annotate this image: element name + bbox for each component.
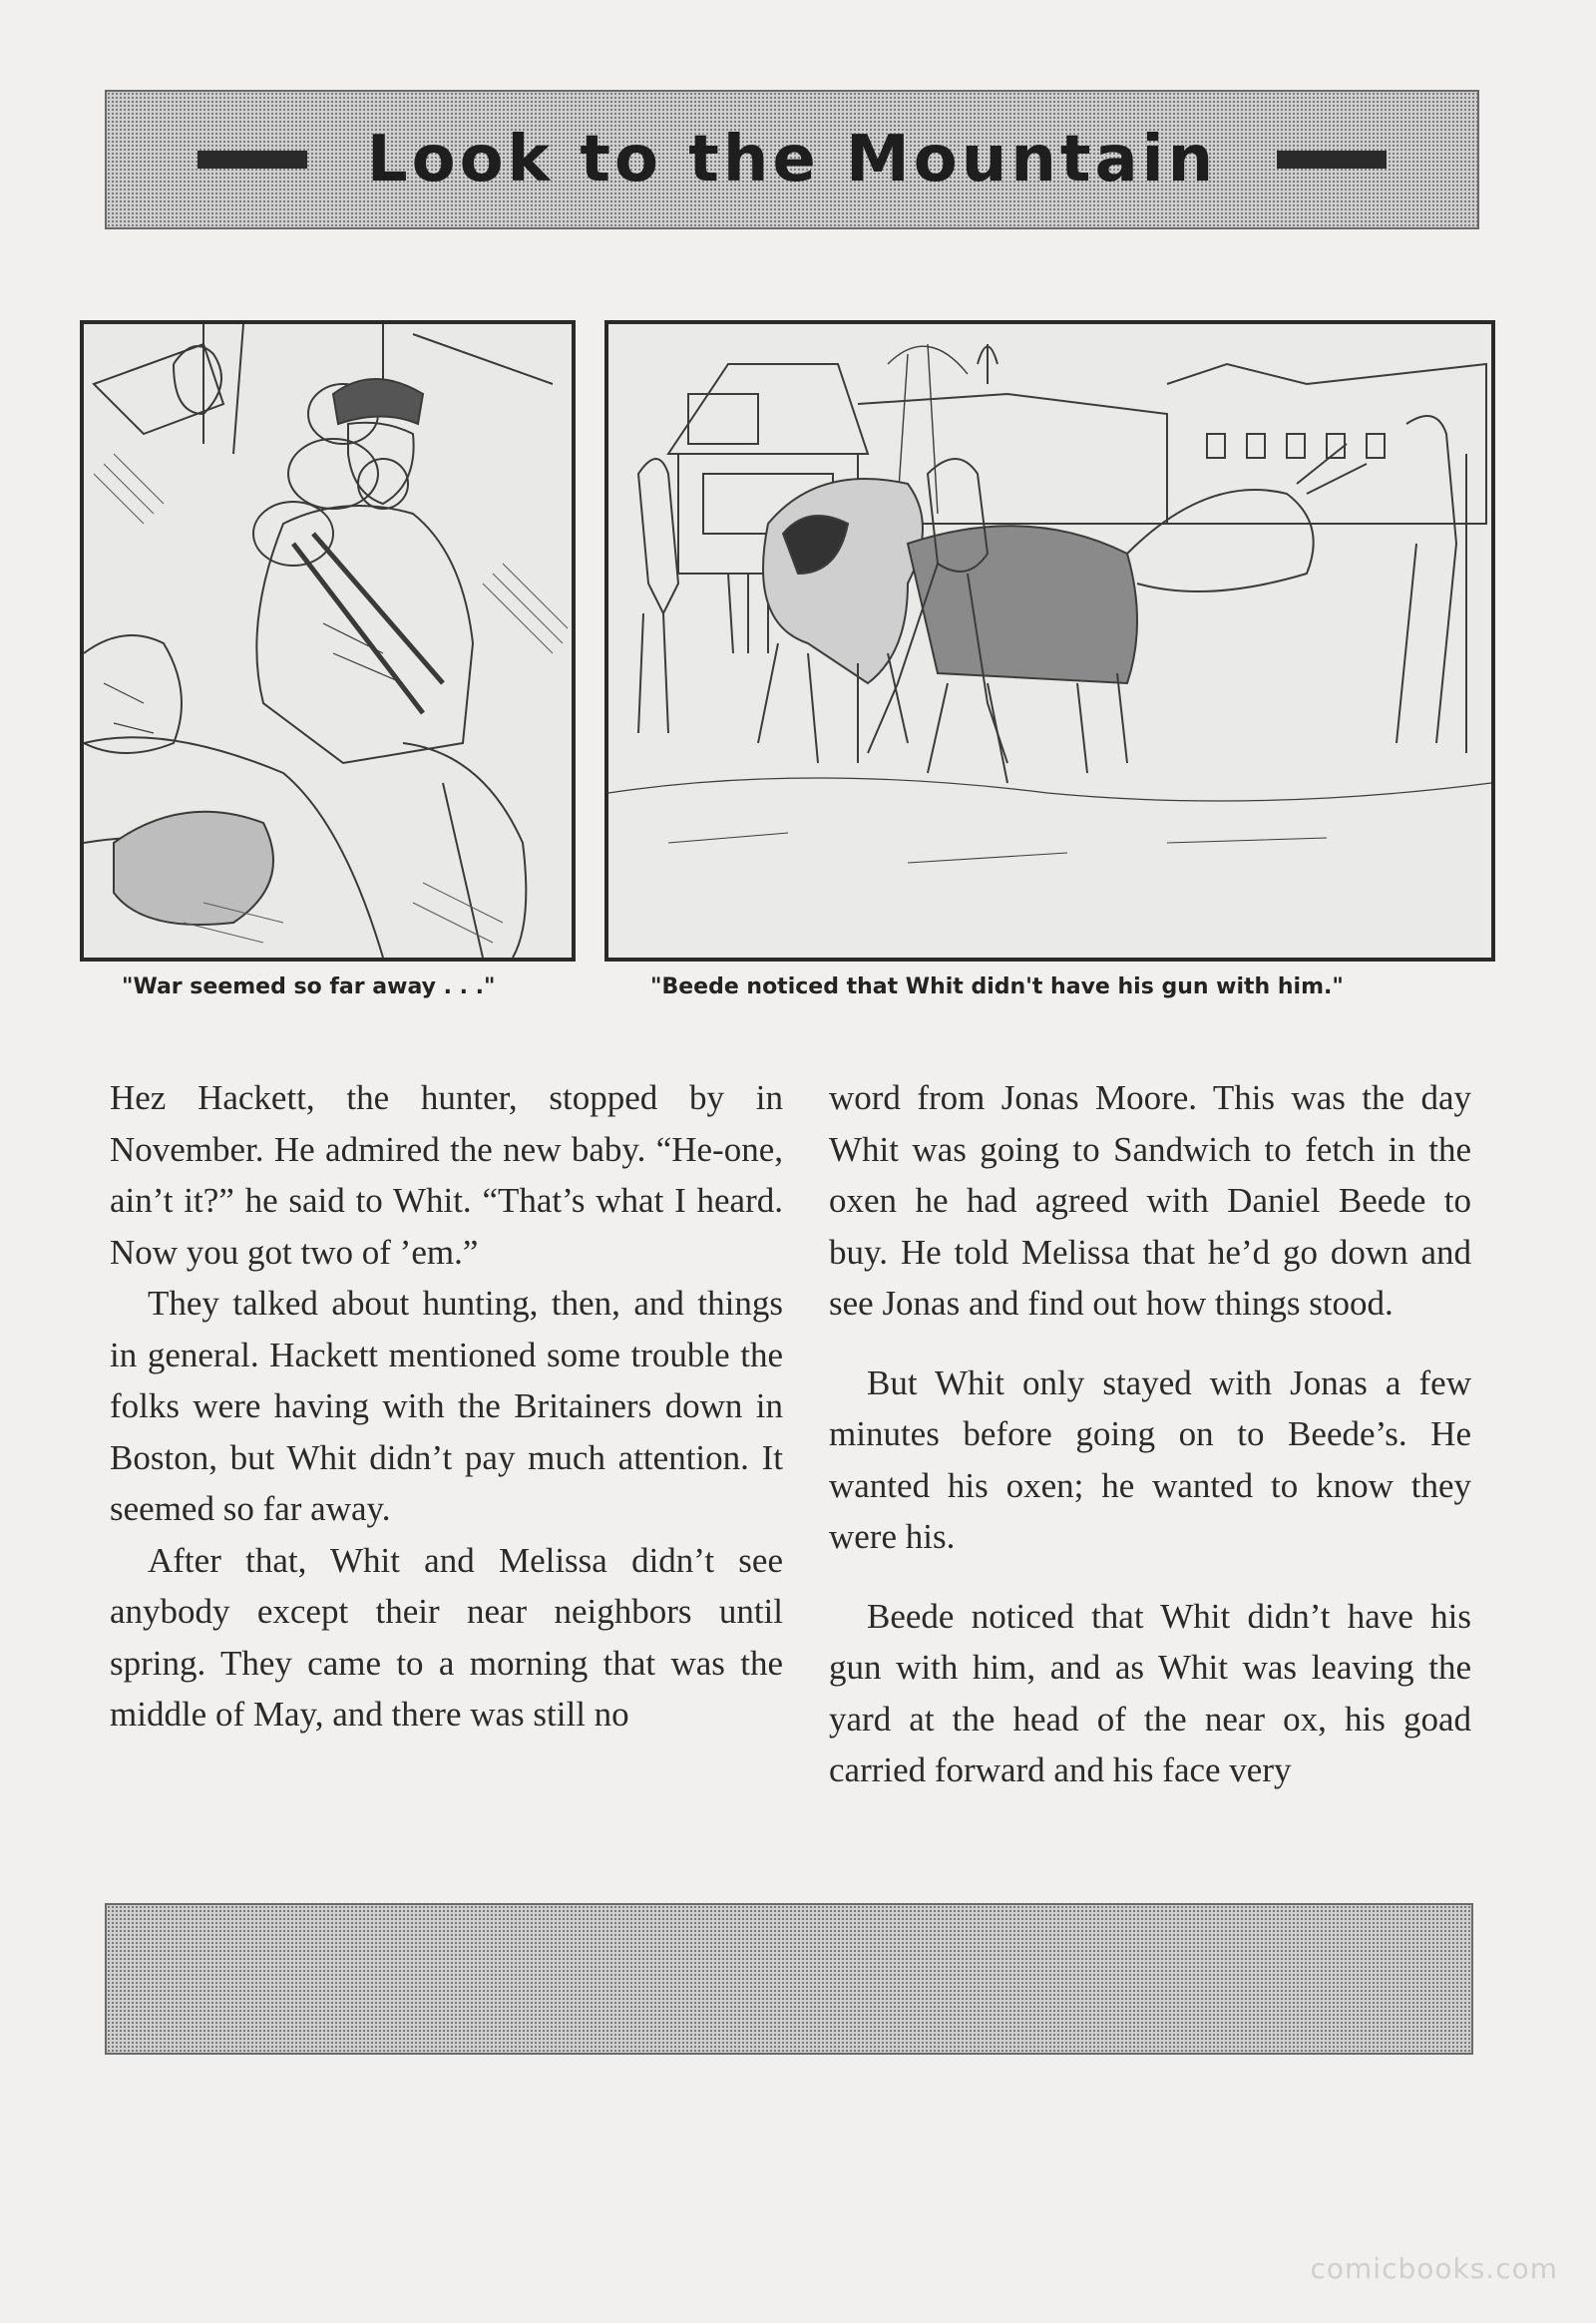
bottom-blank-banner <box>105 1903 1473 2055</box>
caption-right: "Beede noticed that Whit didn't have his gun with him." <box>650 974 1344 999</box>
title-dash-right <box>1277 151 1387 169</box>
story-column-left <box>110 1072 783 1741</box>
illustration-left <box>80 320 576 962</box>
title-dash-left <box>198 151 307 169</box>
caption-left: "War seemed so far away . . ." <box>122 974 496 999</box>
sketch-hunter-and-woman <box>84 324 572 958</box>
paragraph: Beede noticed that Whit didn’t have his gun with him, and as Whit was leaving the yard at the head of the near ox, his goad carried forward and his face very <box>829 1596 1471 1789</box>
paragraph: word from Jonas Moore. This was the day Whit was going to Sandwich to fetch in the oxen he had agreed with Daniel Beede to buy. He told Melissa that he’d go down and see Jonas and find out how things stood. <box>829 1078 1471 1323</box>
story-column-right <box>829 1072 1471 1796</box>
paragraph: They talked about hunting, then, and things in general. Hackett mentioned some trouble the folks were having with the Britainers down in Boston, but Whit didn’t pay much attention. It seemed so far away. <box>110 1284 783 1528</box>
illustration-right <box>604 320 1495 962</box>
paragraph: But Whit only stayed with Jonas a few minutes before going on to Beede’s. He wanted his oxen; he wanted to know they were his. <box>829 1362 1471 1556</box>
paragraph: After that, Whit and Melissa didn’t see anybody except their near neighbors until spring. They came to a morning that was the middle of May, and there was still no <box>110 1540 783 1734</box>
watermark: comicbooks.com <box>1310 2252 1558 2285</box>
title-banner <box>105 90 1479 229</box>
paragraph: Hez Hackett, the hunter, stopped by in November. He admired the new baby. “He-one, ain’t it?” he said to Whit. “That’s what I heard. Now you got two of ’em.” <box>110 1078 783 1272</box>
sketch-oxen-in-town <box>608 324 1491 958</box>
page-title: Look to the Mountain <box>366 123 1218 196</box>
